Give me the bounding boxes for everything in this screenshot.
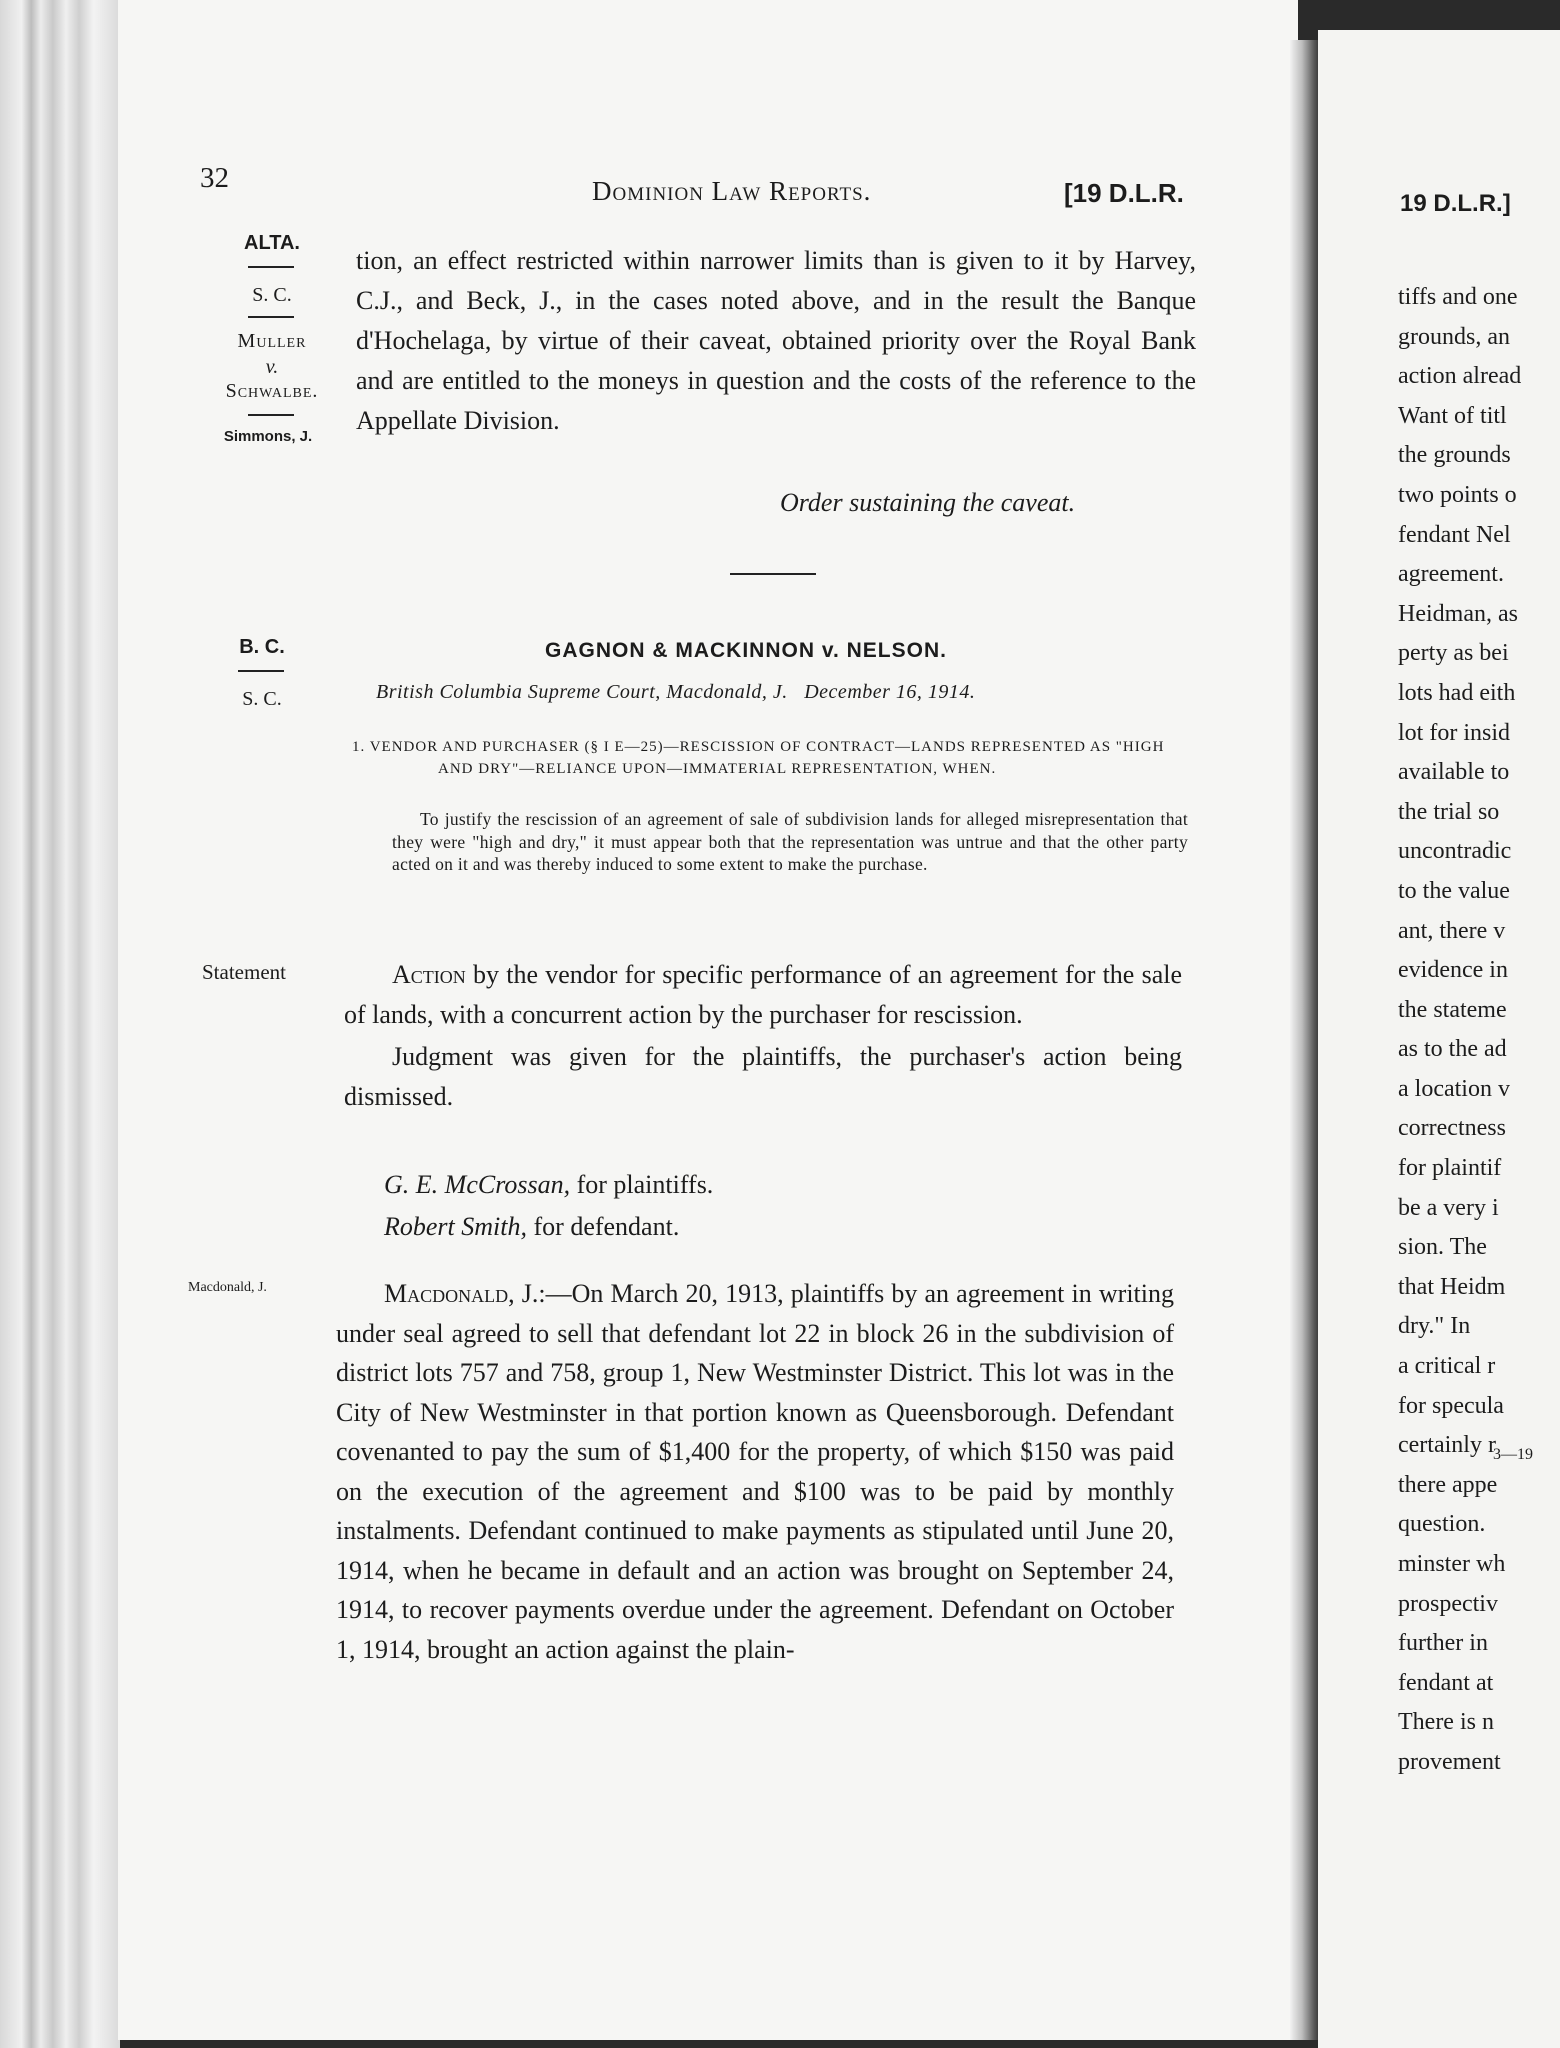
case-margin-province: B. C. bbox=[239, 636, 285, 658]
right-page-line: available to bbox=[1398, 759, 1510, 786]
prev-case-paragraph: tion, an effect restricted within narrower limits than is given to it by Harvey, C.J., and Beck, J., in the cases noted above, and in the result the Banque d'Hochelaga, by virtue of their caveat, obtained priority over the Royal Bank and are entitled to the moneys in question and the costs of the reference to the Appellate Division. bbox=[356, 246, 1196, 435]
right-page-line: the grounds bbox=[1398, 442, 1511, 469]
opinion-paragraph: Macdonald, J.:—On March 20, 1913, plaintiffs by an agreement in writing under seal agreed to sell that defendant lot 22 in block 26 in the subdivision of district lots 757 and 758, group 1, New Westminster District. This lot was in the City of New Westminster in that portion known as Queensborough. Defendant covenanted to pay the sum of $1,400 for the property, of which $150 was paid on the execution of the agreement and $100 was to be paid by monthly instalments. Defendant continued to make payments as stipulated until June 20, 1914, when he became in default and an action was brought on September 24, 1914, to recover payments overdue under the agreement. Defendant on October 1, 1914, brought an action against the plain- bbox=[336, 1279, 1175, 1664]
right-page-line: lot for insid bbox=[1398, 719, 1510, 746]
margin-rule bbox=[238, 670, 284, 672]
right-page bbox=[1318, 30, 1560, 2048]
right-page-line: two points o bbox=[1398, 481, 1517, 508]
statement-paragraph: Action by the vendor for specific performance of an agreement for the sale of lands, with a concurrent action by the purchaser for rescission. Judgment was given for the plaintiffs, the purchaser's action being dismissed. bbox=[344, 955, 1182, 1117]
right-page-header: 19 D.L.R.] bbox=[1400, 190, 1511, 217]
judgment-paragraph: Judgment was given for the plaintiffs, the purchaser's action being dismissed. bbox=[344, 1042, 1182, 1111]
headnote-text: To justify the rescission of an agreement of sale of subdivision lands for alleged misrepresentation that they were "high and dry," it must appear both that the representation was untrue and that the other party acted on it and was thereby induced to some extent to make the purchase. bbox=[392, 809, 1188, 874]
right-page-line: perty as bei bbox=[1398, 640, 1509, 667]
court-line: British Columbia Supreme Court, Macdonald, J. December 16, 1914. bbox=[376, 681, 976, 703]
margin-court: S. C. bbox=[252, 284, 292, 306]
right-page-line: sion. The bbox=[1398, 1234, 1487, 1261]
case-separator bbox=[730, 573, 816, 575]
right-page-footer: 3—19 bbox=[1493, 1446, 1533, 1463]
margin-versus: v. bbox=[265, 356, 279, 378]
right-page-line: a critical r bbox=[1398, 1353, 1496, 1380]
margin-rule bbox=[248, 266, 294, 268]
right-page-line: certainly r bbox=[1398, 1432, 1496, 1459]
right-page-line: for plaintif bbox=[1398, 1155, 1502, 1182]
right-page-text bbox=[1398, 278, 1521, 1783]
right-page-line: agreement. bbox=[1398, 561, 1504, 588]
right-page-line: fendant Nel bbox=[1398, 521, 1511, 548]
right-page-line: as to the ad bbox=[1398, 1036, 1507, 1063]
right-page-line: provement bbox=[1398, 1748, 1501, 1775]
margin-party-two: Schwalbe. bbox=[225, 380, 319, 402]
right-page-line: uncontradic bbox=[1398, 838, 1512, 865]
right-page-line: Want of titl bbox=[1398, 402, 1507, 429]
right-page-line: a location v bbox=[1398, 1075, 1510, 1102]
right-page-line: correctness bbox=[1398, 1115, 1506, 1142]
margin-province: ALTA. bbox=[244, 232, 300, 254]
right-page-line: action alread bbox=[1398, 363, 1522, 390]
case-margin-court: S. C. bbox=[242, 688, 282, 710]
right-page-line: prospectiv bbox=[1398, 1590, 1498, 1617]
counsel-defendant: Robert Smith, for defendant. bbox=[384, 1212, 680, 1241]
margin-party-one: Muller bbox=[237, 330, 307, 352]
right-page-line: the trial so bbox=[1398, 798, 1500, 825]
margin-rule bbox=[248, 414, 294, 416]
margin-rule bbox=[248, 316, 294, 318]
right-page-line: to the value bbox=[1398, 877, 1510, 904]
right-page-line: tiffs and one bbox=[1398, 284, 1518, 310]
headnote-topic: 1. VENDOR AND PURCHASER (§ I E—25)—RESCISSION OF CONTRACT—LANDS REPRESENTED AS "HIGH AND DRY"—RELIANCE UPON—IMMATERIAL REPRESENTATION, WHEN. bbox=[352, 739, 1165, 777]
right-page-line: there appe bbox=[1398, 1471, 1498, 1498]
case-title: GAGNON & MACKINNON v. NELSON. bbox=[545, 639, 947, 662]
statement-label: Statement bbox=[202, 960, 286, 984]
running-title: Dominion Law Reports. bbox=[592, 176, 872, 206]
prev-case-order: Order sustaining the caveat. bbox=[780, 488, 1076, 517]
right-page-line: dry." In bbox=[1398, 1313, 1471, 1340]
right-page-line: ant, there v bbox=[1398, 917, 1506, 944]
right-page-line: minster wh bbox=[1398, 1551, 1506, 1577]
right-page-line: grounds, an bbox=[1398, 323, 1510, 350]
margin-judge: Simmons, J. bbox=[223, 428, 313, 445]
right-page-line: the stateme bbox=[1398, 996, 1507, 1023]
right-page-line: that Heidm bbox=[1398, 1273, 1506, 1300]
right-page-line: evidence in bbox=[1398, 957, 1508, 984]
right-page-line: be a very i bbox=[1398, 1194, 1499, 1221]
right-page-line: There is n bbox=[1398, 1709, 1494, 1736]
right-page-line: for specula bbox=[1398, 1392, 1504, 1419]
right-page-line: lots had eith bbox=[1398, 679, 1516, 706]
volume-reference: [19 D.L.R. bbox=[1064, 178, 1184, 208]
right-page-line: Heidman, as bbox=[1398, 600, 1518, 627]
counsel-plaintiffs: G. E. McCrossan, for plaintiffs. bbox=[384, 1170, 714, 1199]
page-number: 32 bbox=[200, 162, 229, 194]
right-page-line: fendant at bbox=[1398, 1669, 1494, 1696]
book-gutter bbox=[1290, 40, 1320, 2040]
right-page-line: question. bbox=[1398, 1511, 1486, 1538]
judge-margin-label: Macdonald, J. bbox=[188, 1280, 267, 1295]
right-page-line: further in bbox=[1398, 1630, 1488, 1657]
book-binding-edge bbox=[0, 0, 120, 2048]
